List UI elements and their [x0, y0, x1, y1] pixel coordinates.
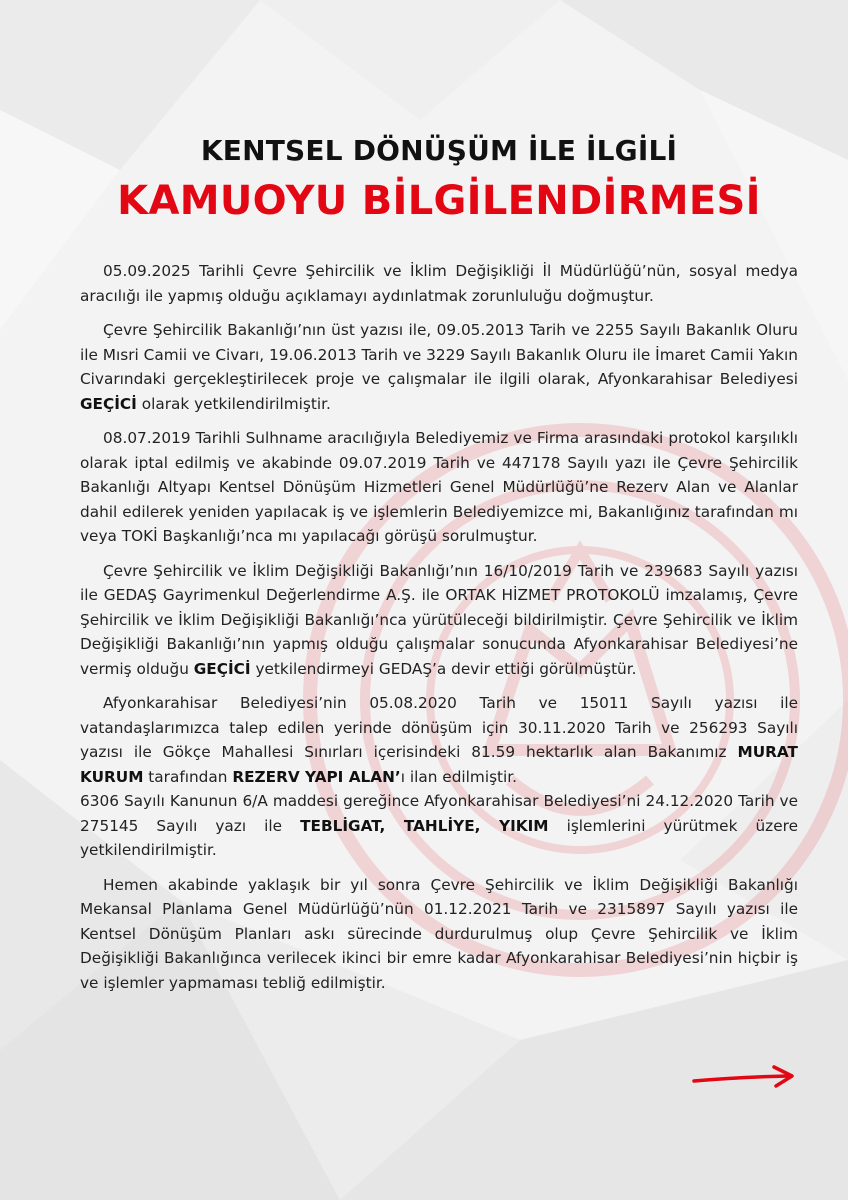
page-title-line1: KENTSEL DÖNÜŞÜM İLE İLGİLİ — [200, 134, 678, 167]
paragraph-2-text: Çevre Şehircilik Bakanlığı’nın üst yazısı ile, 09.05.2013 Tarih ve 2255 Sayılı Bakanlık Oluru ile Mısri Camii ve Civarı, 19.06.2013 Tarih ve 3229 Sayılı Bakanlık Oluru ile İmaret Camii Yakın Civarındaki gerçekleştirilecek proje ve çalışmalar ile ilgili olarak, Afyonkarahisar Belediyesi — [80, 321, 798, 388]
paragraph-5-text-end: ı ilan edilmiştir. — [400, 767, 518, 786]
paragraph-6-text-end: işlemlerini yürütmek üzere yetkilendirilmiştir. — [80, 816, 798, 859]
paragraph-2-text-end: olarak yetkilendirilmiştir. — [136, 394, 331, 413]
paragraph-4-text: Çevre Şehircilik ve İklim Değişikliği Bakanlığı’nın 16/10/2019 Tarih ve 239683 Sayılı yazısı ile GEDAŞ Gayrimenkul Değerlendirme A.Ş. ile ORTAK HİZMET PROTOKOLÜ imzalamış, Çevre Şehircilik ve İklim Değişikliği Bakanlığı’nca yürütüleceği bildirilmiştir. Çevre Şehircilik ve İklim Değişikliği Bakanlığı’nın yapmış olduğu çalışmalar sonucunda Afyonkarahisar Belediyesi’ne vermiş olduğu — [80, 561, 798, 678]
paragraph-2 — [80, 318, 798, 416]
paragraph-4-bold: GEÇİCİ — [193, 659, 251, 678]
paragraph-1: 05.09.2025 Tarihli Çevre Şehircilik ve İklim Değişikliği İl Müdürlüğü’nün, sosyal medya aracılığı ile yapmış olduğu açıklamayı aydınlatmak zorunluluğu doğmuştur. — [80, 262, 798, 305]
document-body — [80, 259, 798, 1005]
paragraph-5-text-mid: tarafından — [143, 767, 233, 786]
arrow-right-icon — [690, 1062, 800, 1092]
paragraph-5 — [80, 691, 798, 789]
paragraph-2-bold: GEÇİCİ — [80, 394, 137, 413]
paragraph-5-bold-area: REZERV YAPI ALAN’ — [232, 767, 401, 786]
paragraph-4-text-end: yetkilendirmeyi GEDAŞ’a devir ettiği görülmüştür. — [250, 659, 637, 678]
paragraph-5-text: Afyonkarahisar Belediyesi’nin 05.08.2020 Tarih ve 15011 Sayılı yazısı ile vatandaşlarımızca talep edilen yerinde dönüşüm için 30.11.2020 Tarih ve 256293 Sayılı yazısı ile Gökçe Mahallesi Sınırları içerisindeki 81.59 hektarlık alan Bakanımız — [80, 694, 798, 761]
paragraph-6-bold: TEBLİGAT, TAHLİYE, YIKIM — [300, 816, 549, 835]
paragraph-7: Hemen akabinde yaklaşık bir yıl sonra Çevre Şehircilik ve İklim Değişikliği Bakanlığı Mekansal Planlama Genel Müdürlüğü’nün 01.12.2021 Tarih ve 2315897 Sayılı yazısı ile Kentsel Dönüşüm Planları askı sürecinde durdurulmuş olup Çevre Şehircilik ve İklim Değişikliği Bakanlığınca verilecek ikinci bir emre kadar Afyonkarahisar Belediyesi’nin hiçbir iş ve işlemler yapmaması tebliğ edilmiştir. — [80, 875, 798, 992]
paragraph-5-bold-name: MURAT KURUM — [80, 743, 798, 786]
page-title-line2: KAMUOYU BİLGİLENDİRMESİ — [117, 178, 761, 224]
paragraph-6-text: 6306 Sayılı Kanunun 6/A maddesi gereğince Afyonkarahisar Belediyesi’ni 24.12.2020 Tarih ve 275145 Sayılı yazı ile — [80, 792, 798, 835]
paragraph-3: 08.07.2019 Tarihli Sulhname aracılığıyla Belediyemiz ve Firma arasındaki protokol karşılıklı olarak iptal edilmiş ve akabinde 09.07.2019 Tarih ve 447178 Sayılı yazı ile Çevre Şehircilik Bakanlığı Altyapı Kentsel Dönüşüm Hizmetleri Genel Müdürlüğü’ne Rezerv Alan ve Alanlar dahil edilerek yeniden yapılacak iş ve işlemlerin Belediyemizce mi, Bakanlığınız tarafından mı veya TOKİ Başkanlığı’nca mı yapılacağı görüşü sorulmuştur. — [80, 429, 798, 545]
paragraph-4 — [80, 559, 798, 682]
paragraph-6 — [80, 789, 798, 863]
